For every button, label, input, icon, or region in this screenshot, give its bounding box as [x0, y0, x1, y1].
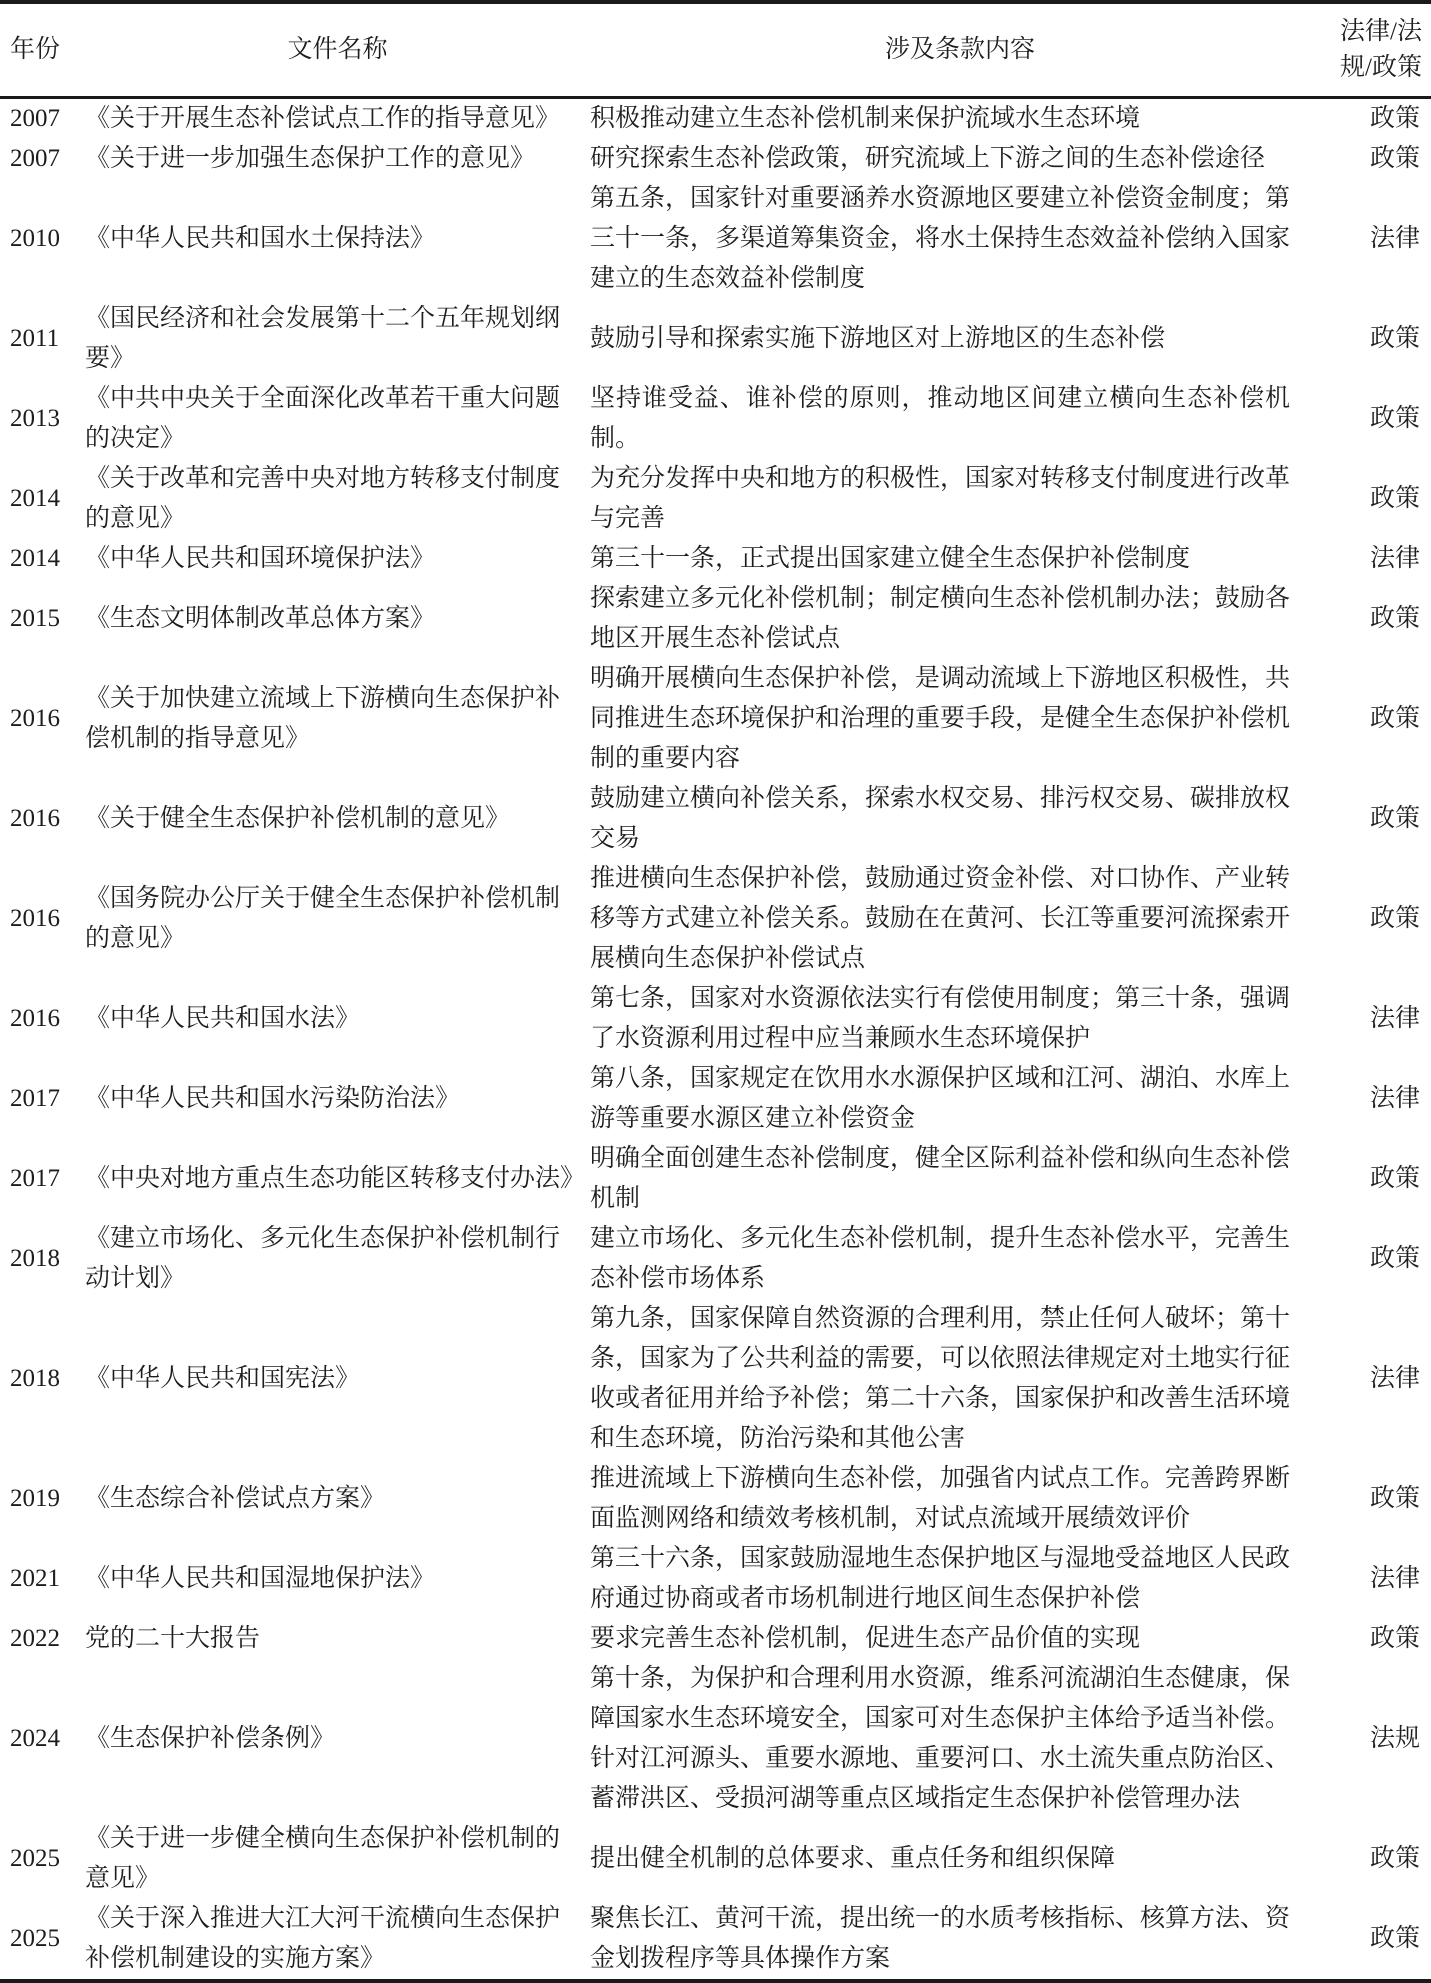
row-year: 2016: [10, 805, 60, 832]
row-year: 2015: [10, 605, 60, 632]
row-category: 政策: [1369, 105, 1420, 132]
table-row: [0, 379, 1431, 459]
row-document-name: 《中华人民共和国水法》: [85, 1005, 361, 1032]
row-document-name: 《中华人民共和国水土保持法》: [85, 225, 436, 252]
row-category: 法律: [1369, 1565, 1420, 1592]
row-provision-content: 为充分发挥中央和地方的积极性，国家对转移支付制度进行改革与完善: [590, 465, 1291, 532]
row-document-name: 《国务院办公厅关于健全生态保护补偿机制的意见》: [85, 885, 561, 952]
header-category: 法律/法规/政策: [1330, 2, 1431, 98]
row-category: 政策: [1369, 1925, 1420, 1952]
row-category: 政策: [1369, 605, 1420, 632]
table-row: [0, 579, 1431, 659]
row-year: 2024: [10, 1725, 60, 1752]
row-provision-content: 第七条，国家对水资源依法实行有偿使用制度；第三十条，强调了水资源利用过程中应当兼顾水生态环境保护: [590, 985, 1291, 1052]
header-row: [0, 2, 1431, 98]
header-year: 年份: [0, 2, 85, 98]
row-document-name: 《中华人民共和国宪法》: [85, 1365, 361, 1392]
row-document-name: 《关于进一步加强生态保护工作的意见》: [85, 145, 536, 172]
row-year: 2016: [10, 905, 60, 932]
table-row: [0, 979, 1431, 1059]
row-provision-content: 积极推动建立生态补偿机制来保护流域水生态环境: [590, 105, 1141, 132]
row-year: 2016: [10, 705, 60, 732]
table-row: [0, 459, 1431, 539]
row-document-name: 《中央对地方重点生态功能区转移支付办法》: [85, 1165, 586, 1192]
row-document-name: 《生态文明体制改革总体方案》: [85, 605, 436, 632]
row-document-name: 党的二十大报告: [85, 1625, 261, 1652]
row-year: 2021: [10, 1565, 60, 1592]
row-year: 2013: [10, 405, 60, 432]
row-category: 法规: [1369, 1725, 1420, 1752]
row-provision-content: 研究探索生态补偿政策，研究流域上下游之间的生态补偿途径: [590, 145, 1266, 172]
row-year: 2014: [10, 485, 60, 512]
row-provision-content: 坚持谁受益、谁补偿的原则，推动地区间建立横向生态补偿机制。: [590, 385, 1290, 452]
row-year: 2014: [10, 545, 60, 572]
row-provision-content: 提出健全机制的总体要求、重点任务和组织保障: [590, 1845, 1116, 1872]
table-row: [0, 1539, 1431, 1619]
row-provision-content: 推进流域上下游横向生态补偿，加强省内试点工作。完善跨界断面监测网络和绩效考核机制，对试点流域开展绩效评价: [590, 1465, 1291, 1532]
table-row: [0, 1659, 1431, 1819]
table-row: [0, 1139, 1431, 1219]
row-year: 2018: [10, 1245, 60, 1272]
row-provision-content: 建立市场化、多元化生态补偿机制，提升生态补偿水平，完善生态补偿市场体系: [590, 1225, 1291, 1292]
table-row: [0, 1219, 1431, 1299]
row-category: 政策: [1369, 325, 1420, 352]
row-provision-content: 明确全面创建生态补偿制度，健全区际利益补偿和纵向生态补偿机制: [590, 1145, 1291, 1212]
row-year: 2017: [10, 1085, 60, 1112]
table-row: [0, 1459, 1431, 1539]
row-document-name: 《国民经济和社会发展第十二个五年规划纲要》: [85, 305, 561, 372]
row-provision-content: 推进横向生态保护补偿，鼓励通过资金补偿、对口协作、产业转移等方式建立补偿关系。鼓励在在黄河、长江等重要河流探索开展横向生态保护补偿试点: [590, 865, 1291, 972]
row-year: 2007: [10, 105, 60, 132]
row-provision-content: 鼓励引导和探索实施下游地区对上游地区的生态补偿: [590, 325, 1166, 352]
row-category: 政策: [1369, 145, 1420, 172]
table-row: [0, 1059, 1431, 1139]
row-document-name: 《中共中央关于全面深化改革若干重大问题的决定》: [85, 385, 561, 452]
table-row: [0, 859, 1431, 979]
row-document-name: 《关于加快建立流域上下游横向生态保护补偿机制的指导意见》: [85, 685, 561, 752]
row-provision-content: 第三十六条，国家鼓励湿地生态保护地区与湿地受益地区人民政府通过协商或者市场机制进行地区间生态保护补偿: [590, 1545, 1291, 1612]
table-row: [0, 779, 1431, 859]
row-document-name: 《中华人民共和国水污染防治法》: [85, 1085, 461, 1112]
row-category: 法律: [1369, 1005, 1420, 1032]
row-category: 政策: [1369, 1485, 1420, 1512]
row-provision-content: 第五条，国家针对重要涵养水资源地区要建立补偿资金制度；第三十一条，多渠道筹集资金，将水土保持生态效益补偿纳入国家建立的生态效益补偿制度: [590, 185, 1291, 292]
row-category: 法律: [1369, 225, 1420, 252]
row-provision-content: 要求完善生态补偿机制，促进生态产品价值的实现: [590, 1625, 1141, 1652]
table-row: [0, 539, 1431, 579]
row-category: 法律: [1369, 545, 1420, 572]
table-row: [0, 659, 1431, 779]
row-category: 政策: [1369, 405, 1420, 432]
row-provision-content: 第八条，国家规定在饮用水水源保护区域和江河、湖泊、水库上游等重要水源区建立补偿资金: [590, 1065, 1291, 1132]
table-row: [0, 1819, 1431, 1899]
row-year: 2018: [10, 1365, 60, 1392]
table-row: [0, 98, 1431, 140]
row-category: 政策: [1369, 1845, 1420, 1872]
row-provision-content: 明确开展横向生态保护补偿，是调动流域上下游地区积极性，共同推进生态环境保护和治理的重要手段，是健全生态保护补偿机制的重要内容: [590, 665, 1291, 772]
row-provision-content: 第九条，国家保障自然资源的合理利用，禁止任何人破坏；第十条，国家为了公共利益的需要，可以依照法律规定对土地实行征收或者征用并给予补偿；第二十六条，国家保护和改善生活环境和生态环境，防治污染和其他公害: [590, 1305, 1291, 1452]
row-provision-content: 鼓励建立横向补偿关系，探索水权交易、排污权交易、碳排放权交易: [590, 785, 1291, 852]
row-category: 政策: [1369, 805, 1420, 832]
row-category: 法律: [1369, 1365, 1420, 1392]
row-provision-content: 第十条，为保护和合理利用水资源，维系河流湖泊生态健康，保障国家水生态环境安全，国家可对生态保护主体给予适当补偿。针对江河源头、重要水源地、重要河口、水土流失重点防治区、蓄滞洪区、受损河湖等重点区域指定生态保护补偿管理办法: [590, 1665, 1291, 1812]
row-year: 2010: [10, 225, 60, 252]
row-year: 2025: [10, 1925, 60, 1952]
row-category: 政策: [1369, 1245, 1420, 1272]
row-provision-content: 聚焦长江、黄河干流，提出统一的水质考核指标、核算方法、资金划拨程序等具体操作方案: [590, 1905, 1291, 1972]
row-provision-content: 第三十一条，正式提出国家建立健全生态保护补偿制度: [590, 545, 1191, 572]
table-body: [0, 98, 1431, 1982]
row-year: 2022: [10, 1625, 60, 1652]
row-year: 2007: [10, 145, 60, 172]
row-year: 2016: [10, 1005, 60, 1032]
row-document-name: 《生态综合补偿试点方案》: [85, 1485, 386, 1512]
table-row: [0, 139, 1431, 179]
row-document-name: 《关于健全生态保护补偿机制的意见》: [85, 805, 511, 832]
row-year: 2011: [10, 325, 60, 352]
row-year: 2017: [10, 1165, 60, 1192]
row-category: 政策: [1369, 1165, 1420, 1192]
header-provision-content: 涉及条款内容: [590, 2, 1330, 98]
header-document-name: 文件名称: [85, 2, 590, 98]
row-document-name: 《生态保护补偿条例》: [85, 1725, 336, 1752]
row-category: 政策: [1369, 1625, 1420, 1652]
row-document-name: 《关于深入推进大江大河干流横向生态保护补偿机制建设的实施方案》: [85, 1905, 561, 1972]
table-row: [0, 1299, 1431, 1459]
row-document-name: 《中华人民共和国环境保护法》: [85, 545, 436, 572]
row-category: 政策: [1369, 485, 1420, 512]
row-category: 政策: [1369, 705, 1420, 732]
row-provision-content: 探索建立多元化补偿机制；制定横向生态补偿机制办法；鼓励各地区开展生态补偿试点: [590, 585, 1291, 652]
row-document-name: 《建立市场化、多元化生态保护补偿机制行动计划》: [85, 1225, 561, 1292]
table-row: [0, 179, 1431, 299]
table-row: [0, 299, 1431, 379]
row-document-name: 《中华人民共和国湿地保护法》: [85, 1565, 436, 1592]
row-year: 2025: [10, 1845, 60, 1872]
table-row: [0, 1899, 1431, 1981]
row-document-name: 《关于进一步健全横向生态保护补偿机制的意见》: [85, 1825, 561, 1892]
row-year: 2019: [10, 1485, 60, 1512]
row-category: 法律: [1369, 1085, 1420, 1112]
row-document-name: 《关于开展生态补偿试点工作的指导意见》: [85, 105, 561, 132]
row-document-name: 《关于改革和完善中央对地方转移支付制度的意见》: [85, 465, 561, 532]
table-row: [0, 1619, 1431, 1659]
row-category: 政策: [1369, 905, 1420, 932]
